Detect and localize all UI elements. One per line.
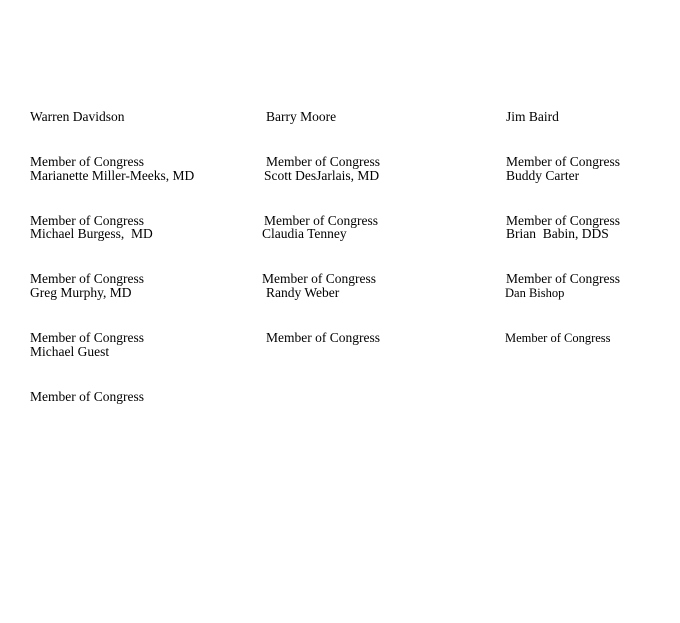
signer-title: Member of Congress bbox=[266, 154, 380, 169]
signer-name: Barry Moore bbox=[266, 109, 337, 124]
signer-title: Member of Congress bbox=[266, 330, 380, 345]
signer-name: Claudia Tenney bbox=[262, 226, 347, 241]
signer-title: Member of Congress bbox=[506, 213, 620, 228]
signer-title: Member of Congress bbox=[506, 271, 620, 286]
signer-title: Member of Congress bbox=[505, 331, 611, 345]
signer-title: Member of Congress bbox=[262, 271, 376, 286]
signer-name: Marianette Miller-Meeks, MD bbox=[30, 168, 195, 183]
signer-title: Member of Congress bbox=[30, 330, 144, 345]
signer-title: Member of Congress bbox=[264, 213, 378, 228]
signer-name: Warren Davidson bbox=[30, 109, 125, 124]
signature-block bbox=[266, 255, 380, 375]
signer-name: Dan Bishop bbox=[505, 286, 565, 300]
signer-name: Greg Murphy, MD bbox=[30, 285, 132, 300]
signature-block bbox=[505, 256, 611, 376]
signer-name: Brian Babin, DDS bbox=[506, 226, 609, 241]
signer-name: Scott DesJarlais, MD bbox=[264, 168, 380, 183]
signer-title: Member of Congress bbox=[30, 389, 144, 404]
signer-name: Jim Baird bbox=[506, 109, 559, 124]
signer-name: Michael Burgess, MD bbox=[30, 226, 153, 241]
signer-title: Member of Congress bbox=[30, 154, 144, 169]
signer-name: Randy Weber bbox=[266, 285, 340, 300]
signer-title: Member of Congress bbox=[30, 271, 144, 286]
signer-name: Michael Guest bbox=[30, 344, 110, 359]
signer-title: Member of Congress bbox=[506, 154, 620, 169]
signer-name: Buddy Carter bbox=[506, 168, 580, 183]
signature-block bbox=[30, 314, 144, 434]
signer-title: Member of Congress bbox=[30, 213, 144, 228]
